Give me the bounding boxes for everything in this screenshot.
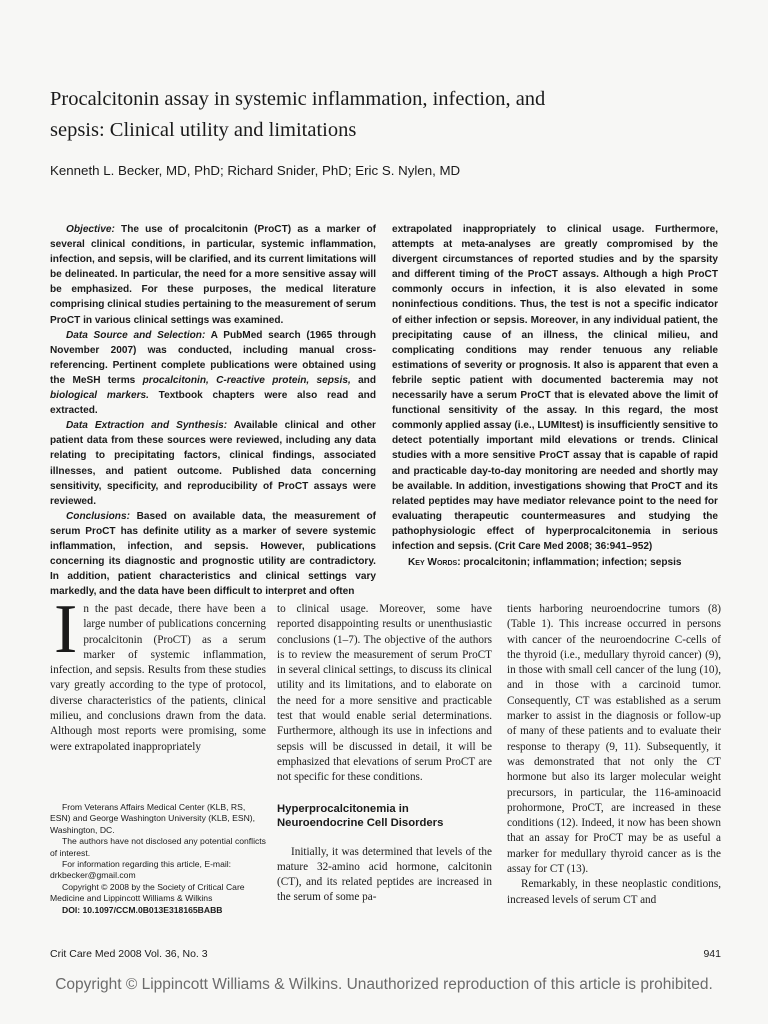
footnote-affiliation: From Veterans Affairs Medical Center (KLB, RS, ESN) and George Washington University (KLB, ESN), Washington, DC. [50,802,256,835]
objective-label: Objective: [66,224,115,235]
section-paragraph-2: Remarkably, in these neoplastic conditions, increased levels of serum CT and [507,878,721,906]
source-text-a: A PubMed search (1965 through November 2007) was conducted, including manual cross-referencing. Pertinent complete publications were obtained using the MeSH terms [50,329,376,386]
abstract-left-column [50,222,376,599]
extraction-text: Available clinical and other patient data from these sources were reviewed, including any data relating to precipitating factors, clinical findings, associated illnesses, and patient outcome. Published data concerning sensitivity, specificity, and reproducibility of ProCT assays were reviewed. [50,420,376,507]
section-heading-line-2: Neuroendocrine Cell Disorders [277,817,444,830]
source-text-c: Textbook chapters were also read and extracted. [50,390,376,417]
body-column-1 [50,591,266,755]
objective-text: The use of procalcitonin (ProCT) as a marker of several clinical conditions, in particular, systemic inflammation, infection, and sepsis, will be clarified, and its current limitations will be delineated. In particular, the need for a more sensitive assay will be emphasized. For these purposes, the medical literature comprising clinical studies pertaining to the measurement of serum ProCT in various clinical settings was examined. [50,224,376,326]
article-title [50,84,690,146]
abstract-continued: extrapolated inappropriately to clinical usage. Furthermore, attempts at meta-analyses are greatly compromised by the divergent circumstances of reported studies and by the sparsity and different timing of the ProCT assays. Although a high ProCT commonly occurs in infection, it is also elevated in some noninfectious conditions. Thus, the test is not a specific indicator of either infection or sepsis. Moreover, in any individual patient, the precipitating cause of an illness, the clinical milieu, and complicating conditions may render tenuous any reliable estimations of severity or prognosis. It also is apparent that even a febrile septic patient with documented bacteremia may not necessarily have a serum ProCT that is elevated above the limit of functional sensitivity of the assay. In this regard, the most commonly applied assay (i.e., LUMItest) is insufficiently sensitive to detect potentially important mild elevations or trends. Clinical studies with a more sensitive ProCT assay that is capable of rapid and practicable day-to-day monitoring are needed and shortly may be available. In addition, investigations showing that ProCT and its related peptides may have mediator relevance point to the need for evaluating therapeutic countermeasures and studying the pathophysiologic effect of hyperprocalcitonemia in serious infection and sepsis. (Crit Care Med 2008; 36:941–952) [392,224,718,552]
section-paragraph-1-continued: tients harboring neuroendocrine tumors (8) (Table 1). This increase occurred in persons with cancer of the neuroendocrine C-cells of the thyroid (i.e., medullary thyroid cancer) (9), in those with small cell cancer of the lung (10), and in those with a carcinoid tumor. Consequently, CT was established as a serum marker to assist in the diagnosis or follow-up of many of these patients and to evaluate their response to therapy (9, 11). Subsequently, it was demonstrated that not only the CT hormone but also its larger molecular weight precursors, in particular, the 116-aminoacid prohormone, ProCT, are increased in these conditions (12). Indeed, it now has been shown that an assay for ProCT may be as useful a marker for medullary thyroid cancer as is the assay for CT (13). [507,603,721,876]
keywords [392,555,718,570]
journal-citation: Crit Care Med 2008 Vol. 36, No. 3 [50,948,208,960]
conclusions-label: Conclusions: [66,510,130,522]
abstract-objective [50,222,376,328]
drop-cap: I [54,591,78,668]
section-paragraph-1: Initially, it was determined that levels of the mature 32-amino acid hormone, calcitonin (CT), and its related peptides are increased in the serum of some pa- [277,845,492,904]
title-line-1: Procalcitonin assay in systemic inflammation, infection, and [50,88,546,110]
conclusions-text: Based on available data, the measurement of serum ProCT has definite utility as a marker of severe systemic inflammation, infection, and sepsis. However, publications concerning its diagnostic and prognostic utility are contradictory. In addition, patient characteristics and clinical settings vary markedly, and the data have been difficult to interpret and often [50,510,376,598]
abstract-data-source [50,328,376,419]
body-column-3 [507,602,721,908]
abstract-right-column [392,222,718,570]
copyright-watermark: Copyright © Lippincott Williams & Wilkins. Unauthorized reproduction of this article is prohibited. [55,976,713,993]
source-terms-b: biological markers. [50,390,149,402]
footnote-doi: DOI: 10.1097/CCM.0B013E318165BABB [62,904,223,915]
section-heading [277,802,492,831]
footnote-contact: For information regarding this article, E-mail: drkbecker@gmail.com [50,859,232,881]
keywords-text: : procalcitonin; inflammation; infection; sepsis [457,557,682,569]
footnote-conflicts: The authors have not disclosed any potential conflicts of interest. [50,836,266,858]
footnote-copyright: Copyright © 2008 by the Society of Critical Care Medicine and Lippincott Williams & Wilkins [50,881,245,904]
intro-continued: to clinical usage. Moreover, some have reported disappointing results or unenthusiastic conclusions (1–7). The objective of the authors is to review the measurement of serum ProCT in several clinical settings, to discuss its clinical utility and its limitations, and to elaborate on the need for a more sensitive and practicable test that would enable serial determinations. Furthermore, although its use in infections and sepsis will be discussed in detail, it will be emphasized that elevations of serum ProCT are not specific for these conditions. [277,603,492,784]
extraction-label: Data Extraction and Synthesis: [66,420,228,432]
keywords-label: Key Words [408,557,458,569]
body-column-2 [277,602,492,906]
abstract-conclusions [50,509,376,600]
abstract-extraction [50,418,376,509]
page-number: 941 [703,948,721,960]
source-terms: procalcitonin, C-reactive protein, sepsis, [142,374,351,386]
title-line-2: sepsis: Clinical utility and limitations [50,119,357,141]
intro-text: n the past decade, there have been a large number of publications concerning procalcitonin (ProCT) as a serum marker of systemic inflammation, infection, and sepsis. Results from these studies vary greatly according to the type of protocol, diverse characteristics of the patients, clinical milieu, and conclusions drawn from the data. Although most reports were promising, some were extrapolated inappropriately [50,603,266,753]
source-text-b: and [350,374,377,386]
footnote [50,802,266,916]
author-list: Kenneth L. Becker, MD, PhD; Richard Snider, PhD; Eric S. Nylen, MD [50,163,461,178]
section-heading-line-1: Hyperprocalcitonemia in [277,802,409,815]
source-label: Data Source and Selection: [66,329,206,341]
